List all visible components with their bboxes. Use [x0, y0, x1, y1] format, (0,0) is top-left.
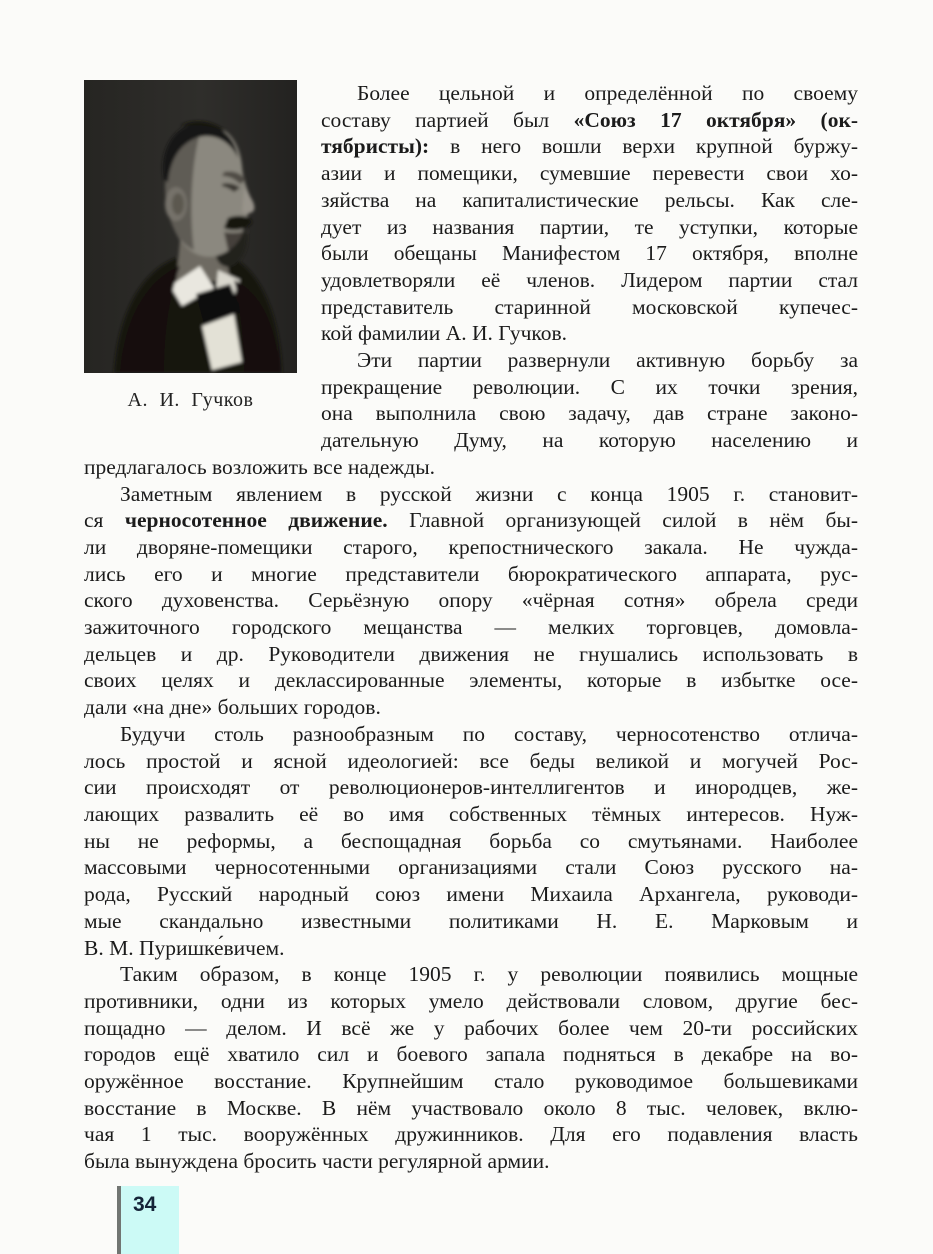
text-line: были обещаны Манифестом 17 октября, вполне	[321, 241, 858, 266]
text-line: городов ещё хватило сил и боевого запала подняться в декабре на во-	[84, 1042, 858, 1067]
text-line: массовыми черносотенными организациями стали Союз русского на-	[84, 855, 858, 880]
portrait-figure	[84, 80, 321, 446]
text-body	[84, 80, 858, 1175]
text-line: дательную Думу, на которую населению и	[321, 428, 858, 453]
page-number-box	[117, 1186, 179, 1254]
text-line: была вынуждена бросить части регулярной армии.	[84, 1149, 550, 1174]
text-line: зяйства на капиталистические рельсы. Как сле-	[321, 187, 858, 212]
text-line: лось простой и ясной идеологией: все беды великой и могучей Рос-	[84, 748, 858, 773]
text-line: противники, одни из которых умело действовали словом, другие бес-	[84, 988, 858, 1013]
photo-caption: А. И. Гучков	[127, 389, 254, 411]
text-line: Эти партии развернули активную борьбу за	[357, 348, 858, 373]
text-line: чая 1 тыс. вооружённых дружинников. Для его подавления власть	[84, 1122, 858, 1147]
text-line: лающих развалить её во имя собственных тёмных интересов. Нуж-	[84, 801, 858, 826]
text-line: восстание в Москве. В нём участвовало около 8 тыс. человек, вклю-	[84, 1095, 858, 1120]
text-line: ли дворяне-помещики старого, крепостнического закала. Не чужда-	[84, 534, 858, 559]
text-line: ся черносотенное движение. Главной организующей силой в нём бы-	[84, 508, 858, 533]
text-line: Более цельной и определённой по своему	[357, 81, 858, 105]
text-line: рода, Русский народный союз имени Михаила Архангела, руководи-	[84, 882, 858, 907]
text-line: дельцев и др. Руководители движения не гнушались использовать в	[84, 641, 858, 666]
text-line: она выполнила свою задачу, дав стране законо-	[321, 401, 858, 426]
text-line: тябристы): в него вошли верхи крупной буржу-	[321, 134, 858, 159]
text-line: составу партией был «Союз 17 октября» (ок-	[321, 107, 858, 132]
text-line: прекращение революции. С их точки зрения,	[321, 374, 858, 399]
text-line: предлагалось возложить все надежды.	[84, 454, 436, 479]
text-line: В. М. Пуришке́вичем.	[84, 935, 285, 960]
text-line: пощадно — делом. И всё же у рабочих более чем 20-ти российских	[84, 1015, 858, 1040]
text-line: сии происходят от революционеров-интеллигентов и инородцев, же-	[84, 775, 858, 800]
text-line: Таким образом, в конце 1905 г. у революции появились мощные	[120, 962, 858, 987]
text-line: дали «на дне» больших городов.	[84, 695, 381, 720]
text-line: зажиточного городского мещанства — мелких торговцев, домовла-	[84, 615, 858, 640]
text-line: представитель старинной московской купечес-	[321, 294, 858, 319]
text-line: азии и помещики, сумевшие перевести свои хо-	[321, 161, 858, 186]
text-line: оружённое восстание. Крупнейшим стало руководимое большевиками	[84, 1069, 858, 1094]
text-line: дует из названия партии, те уступки, которые	[321, 214, 858, 239]
text-line: удовлетворяли её членов. Лидером партии стал	[321, 267, 858, 292]
text-line: своих целях и деклассированные элементы, которые в избытке осе-	[84, 668, 858, 693]
portrait-photo-icon	[84, 80, 297, 373]
text-line: Будучи столь разнообразным по составу, черносотенство отлича-	[120, 721, 858, 746]
text-line: лись его и многие представители бюрократического аппарата, рус-	[84, 561, 858, 586]
text-line: ского духовенства. Серьёзную опору «чёрная сотня» обрела среди	[84, 588, 858, 613]
text-line: ны не реформы, а беспощадная борьба со смутьянами. Наиболее	[84, 828, 858, 853]
text-line: кой фамилии А. И. Гучков.	[321, 321, 568, 346]
text-line: Заметным явлением в русской жизни с конца 1905 г. становит-	[120, 481, 858, 506]
text-line: мые скандально известными политиками Н. Е. Марковым и	[84, 908, 858, 933]
page-number: 34	[133, 1193, 157, 1216]
